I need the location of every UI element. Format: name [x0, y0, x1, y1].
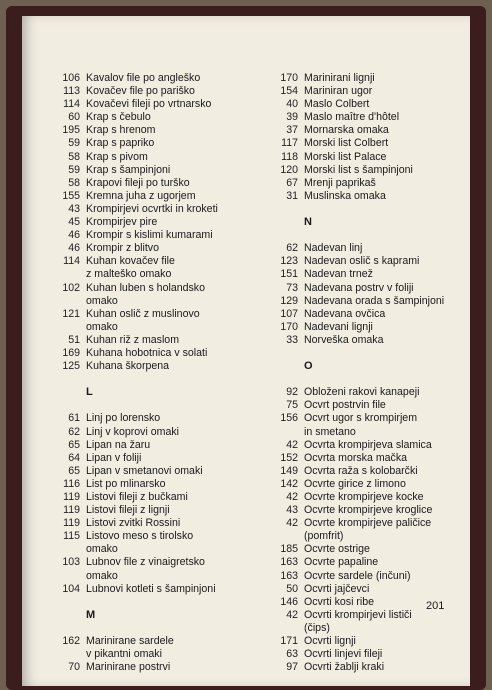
index-spacer — [54, 373, 280, 386]
index-recipe-name: Ocvrti jajčevci — [304, 582, 370, 595]
index-entry — [272, 190, 468, 203]
index-entry — [272, 570, 468, 583]
index-section-letter: L — [86, 386, 93, 399]
index-entry — [272, 648, 468, 661]
index-page-ref: 62 — [68, 425, 80, 438]
index-entry — [272, 452, 468, 465]
index-page-ref: 113 — [63, 85, 80, 98]
index-spacer — [272, 373, 468, 386]
index-recipe-name: omako — [86, 294, 118, 307]
index-page-ref: 119 — [63, 491, 80, 503]
index-entry — [54, 504, 280, 517]
index-recipe-name: Morski list Palace — [304, 150, 387, 163]
index-entry — [272, 635, 468, 648]
index-entry — [272, 439, 468, 452]
index-page-ref: 70 — [68, 661, 80, 674]
index-page-ref: 120 — [280, 163, 298, 176]
index-recipe-name: Linj v koprovi omaki — [86, 425, 180, 438]
index-recipe-name: Ocvrti lignji — [304, 635, 356, 648]
index-recipe-name: v pikantni omaki — [86, 648, 162, 661]
index-page-ref: 152 — [280, 451, 298, 464]
index-page-ref: 73 — [286, 281, 298, 294]
index-spacer — [272, 203, 468, 216]
index-entry — [54, 164, 280, 177]
index-recipe-name: Nadevan oslič s kaprami — [304, 255, 420, 268]
index-entry — [272, 426, 468, 439]
book-page — [22, 16, 470, 686]
index-recipe-name: Lubnov file z vinaigretsko — [86, 556, 205, 569]
index-entry — [54, 439, 280, 452]
index-page-ref: 62 — [286, 242, 298, 255]
index-page-ref: 103 — [62, 556, 80, 569]
index-page-ref: 46 — [68, 229, 80, 242]
index-column-left — [54, 72, 280, 674]
index-page-ref — [54, 570, 80, 583]
index-entry — [272, 242, 468, 255]
index-entry — [54, 530, 280, 543]
index-recipe-name: Krompirjev pire — [86, 216, 158, 229]
index-page-ref: 119 — [63, 517, 80, 530]
index-recipe-name: Listovo meso s tirolsko — [86, 530, 194, 543]
index-recipe-name: Nadevana postrv v foliji — [304, 281, 414, 294]
index-entry — [272, 504, 468, 517]
index-entry — [272, 164, 468, 177]
index-page-ref: 75 — [286, 399, 298, 412]
index-entry — [272, 412, 468, 425]
index-section-letter: N — [304, 216, 312, 229]
index-recipe-name: Lipan v smetanovi omaki — [86, 464, 203, 477]
index-recipe-name: Obloženi rakovi kanapeji — [304, 386, 420, 399]
index-entry — [54, 334, 280, 347]
index-entry — [54, 268, 280, 281]
index-page-ref: 114 — [63, 255, 80, 268]
index-page-ref: 102 — [62, 281, 80, 294]
index-page-ref: 169 — [62, 346, 80, 359]
index-page-ref: 42 — [286, 608, 298, 621]
index-entry — [272, 556, 468, 569]
index-recipe-name: Ocvrti žablji kraki — [304, 661, 385, 674]
index-entry — [54, 85, 280, 98]
index-page-ref: 39 — [286, 111, 298, 124]
index-recipe-name: Ocvrte ostrige — [304, 543, 370, 556]
index-recipe-name: Krap s šampinjoni — [86, 163, 171, 176]
index-recipe-name: z malteško omako — [86, 268, 172, 281]
index-recipe-name: Krap s pivom — [86, 150, 148, 163]
index-page-ref: 61 — [68, 412, 80, 425]
index-entry — [54, 203, 280, 216]
index-entry — [272, 151, 468, 164]
index-page-ref: 185 — [280, 543, 298, 556]
index-page-ref: 59 — [68, 137, 80, 150]
index-recipe-name: Ocvrti krompirjevi lističi — [304, 608, 412, 621]
index-recipe-name: Norveška omaka — [304, 333, 384, 346]
index-entry — [54, 517, 280, 530]
index-recipe-name: Ocvrta morska mačka — [304, 451, 408, 464]
index-page-ref: 154 — [280, 85, 298, 98]
index-entry — [54, 308, 280, 321]
index-entry — [272, 268, 468, 281]
index-column-right — [272, 72, 468, 674]
index-spacer — [272, 347, 468, 360]
index-entry — [272, 661, 468, 674]
index-page-ref: 149 — [280, 464, 298, 477]
index-page-ref: 64 — [68, 451, 80, 464]
index-recipe-name: Kuhan luben s holandsko — [86, 281, 205, 294]
index-recipe-name: omako — [86, 543, 118, 556]
index-page-ref: 170 — [280, 320, 298, 333]
index-recipe-name: Ocvrt ugor s krompirjem — [304, 412, 418, 425]
index-page-ref: 151 — [280, 268, 298, 281]
index-entry — [54, 478, 280, 491]
index-page-ref — [272, 426, 298, 439]
index-recipe-name: Nadevani lignji — [304, 320, 373, 333]
index-entry — [272, 98, 468, 111]
index-entry — [272, 583, 468, 596]
index-entry — [54, 137, 280, 150]
index-entry — [54, 98, 280, 111]
index-page-ref: 33 — [286, 333, 298, 346]
index-recipe-name: Kuhan oslič z muslinovo — [86, 307, 200, 320]
index-recipe-name: Kovačev file po pariško — [86, 85, 195, 98]
index-page-ref: 155 — [62, 189, 80, 202]
index-recipe-name: Ocvrte girice z limono — [304, 477, 406, 490]
index-entry — [54, 72, 280, 85]
index-recipe-name: Krap s čebulo — [86, 111, 151, 124]
index-page-ref: 156 — [280, 412, 298, 425]
index-recipe-name: Ocvrt postrvin file — [304, 399, 386, 412]
index-page-ref: 46 — [68, 242, 80, 255]
index-page-ref: 42 — [286, 438, 298, 451]
index-recipe-name: omako — [86, 320, 118, 333]
index-recipe-name: Kuhan kovačev file — [86, 255, 175, 268]
index-page-ref: 125 — [62, 360, 80, 373]
index-page-ref: 58 — [68, 176, 80, 189]
index-page-ref: 63 — [286, 648, 298, 661]
index-entry — [272, 137, 468, 150]
index-page-ref: 50 — [286, 582, 298, 595]
index-recipe-name: omako — [86, 569, 118, 582]
index-entry — [272, 386, 468, 399]
index-recipe-name: Morski list Colbert — [304, 137, 389, 150]
index-entry — [54, 491, 280, 504]
index-page-ref: 65 — [68, 464, 80, 477]
index-entry — [54, 321, 280, 334]
index-page-ref — [54, 648, 80, 661]
index-entry — [54, 177, 280, 190]
index-page-ref: 121 — [62, 307, 80, 320]
index-page-ref — [272, 530, 298, 543]
index-page-ref: 129 — [280, 294, 298, 307]
index-page-ref: 37 — [286, 124, 298, 137]
index-entry — [54, 452, 280, 465]
index-entry — [272, 478, 468, 491]
index-entry — [54, 412, 280, 425]
index-recipe-name: Ocvrta krompirjeva slamica — [304, 438, 432, 451]
index-page-ref: 119 — [63, 504, 80, 517]
index-recipe-name: Nadevan trnež — [304, 268, 373, 281]
index-entry — [54, 190, 280, 203]
index-recipe-name: Muslinska omaka — [304, 189, 386, 202]
index-page-ref: 92 — [286, 386, 298, 399]
index-recipe-name: Ocvrte krompirjeve kocke — [304, 491, 424, 503]
index-entry — [272, 465, 468, 478]
index-page-ref: 40 — [286, 98, 298, 111]
index-recipe-name: Kuhana hobotnica v solati — [86, 346, 208, 359]
index-recipe-name: Krap s papriko — [86, 137, 155, 150]
index-recipe-name: Kremna juha z ugorjem — [86, 189, 196, 202]
index-page-ref: 107 — [280, 307, 298, 320]
index-recipe-name: Kuhana škorpena — [86, 360, 170, 373]
index-entry — [54, 543, 280, 556]
index-recipe-name: Nadevana ovčica — [304, 307, 386, 320]
index-recipe-name: Ocvrte papaline — [304, 556, 379, 569]
index-page-ref — [54, 295, 80, 308]
index-entry — [54, 347, 280, 360]
index-entry — [54, 242, 280, 255]
index-page-ref: 43 — [286, 504, 298, 517]
index-recipe-name: Ocvrte krompirjeve kroglice — [304, 504, 433, 517]
index-entry — [272, 282, 468, 295]
index-page-ref: 116 — [63, 477, 80, 490]
index-section-letter: O — [304, 360, 313, 373]
index-entry — [54, 570, 280, 583]
index-entry — [54, 583, 280, 596]
index-page-ref: 118 — [281, 150, 298, 163]
index-recipe-name: Lipan na žaru — [86, 438, 151, 451]
index-entry — [54, 635, 280, 648]
index-recipe-name: in smetano — [304, 425, 356, 438]
index-recipe-name: Linj po lorensko — [86, 412, 161, 425]
index-entry — [272, 255, 468, 268]
index-spacer — [54, 399, 280, 412]
index-recipe-name: Lipan v foliji — [86, 451, 142, 464]
index-entry — [272, 124, 468, 137]
index-recipe-name: Krap s hrenom — [86, 124, 156, 137]
index-recipe-name: Maslo maître d'hôtel — [304, 111, 400, 124]
index-page-ref: 65 — [68, 438, 80, 451]
index-entry — [272, 334, 468, 347]
index-entry — [54, 360, 280, 373]
index-page-ref: 163 — [280, 569, 298, 582]
index-page-ref: 117 — [281, 137, 298, 150]
index-page-ref: 146 — [280, 595, 298, 608]
index-recipe-name: Mrenji paprikaš — [304, 176, 376, 189]
index-section-letter: M — [86, 608, 96, 621]
index-entry — [272, 399, 468, 412]
index-page-ref: 42 — [286, 491, 298, 503]
index-recipe-name: Kuhan riž z maslom — [86, 333, 180, 346]
index-page-ref — [54, 543, 80, 556]
index-page-ref: 142 — [280, 477, 298, 490]
index-page-ref: 114 — [63, 98, 80, 111]
index-entry — [54, 295, 280, 308]
index-recipe-name: Ocvrti kosi ribe — [304, 595, 375, 608]
index-recipe-name: Morski list s šampinjoni — [304, 163, 413, 176]
index-page-ref: 60 — [68, 111, 80, 124]
index-page-ref: 162 — [62, 635, 80, 648]
index-recipe-name: Ocvrte krompirjeve paličice — [304, 517, 432, 530]
index-recipe-name: Krapovi fileji po turško — [86, 176, 190, 189]
index-recipe-name: (pomfrit) — [304, 530, 344, 543]
index-page-ref: 123 — [280, 255, 298, 268]
index-recipe-name: Maslo Colbert — [304, 98, 370, 111]
index-page-ref — [54, 268, 80, 281]
index-page-ref — [54, 321, 80, 334]
index-recipe-name: Krompir s kislimi kumarami — [86, 229, 213, 242]
index-recipe-name: Ocvrti linjevi fileji — [304, 648, 383, 661]
index-entry — [272, 177, 468, 190]
index-entry — [54, 426, 280, 439]
index-recipe-name: Marinirani lignji — [304, 72, 375, 84]
index-entry — [272, 111, 468, 124]
index-entry — [272, 491, 468, 504]
index-recipe-name: Listovi zvitki Rossini — [86, 517, 181, 530]
index-recipe-name: Lubnovi kotleti s šampinjoni — [86, 582, 216, 595]
index-recipe-name: Ocvrta raža s kolobarčki — [304, 464, 418, 477]
index-entry — [54, 216, 280, 229]
index-entry — [272, 543, 468, 556]
index-recipe-name: Kavalov file po angleško — [86, 72, 201, 84]
index-entry — [272, 308, 468, 321]
index-page-ref: 59 — [68, 163, 80, 176]
index-page-ref: 170 — [280, 72, 298, 84]
index-page-ref: 42 — [286, 517, 298, 530]
index-recipe-name: (čips) — [304, 621, 330, 634]
index-page-ref: 171 — [280, 635, 298, 648]
index-spacer — [54, 622, 280, 635]
index-recipe-name: Marinirane postrvi — [86, 661, 171, 674]
index-recipe-name: Nadevan linj — [304, 242, 363, 255]
index-page-ref: 67 — [286, 176, 298, 189]
index-entry — [272, 622, 468, 635]
index-page-ref: 58 — [68, 150, 80, 163]
index-entry — [272, 530, 468, 543]
index-entry — [54, 124, 280, 137]
index-recipe-name: Krompirjevi ocvrtki in kroketi — [86, 202, 218, 215]
index-recipe-name: Kovačevi fileji po vrtnarsko — [86, 98, 212, 111]
index-recipe-name: Listovi fileji z lignji — [86, 504, 170, 517]
index-recipe-name: Nadevana orada s šampinjoni — [304, 294, 445, 307]
index-entry — [272, 321, 468, 334]
index-entry — [54, 556, 280, 569]
index-entry — [54, 151, 280, 164]
index-entry — [54, 661, 280, 674]
index-entry — [54, 648, 280, 661]
index-recipe-name: Mornarska omaka — [304, 124, 389, 137]
index-entry — [272, 295, 468, 308]
index-entry — [54, 282, 280, 295]
index-entry — [272, 517, 468, 530]
index-recipe-name: Krompir z blitvo — [86, 242, 159, 255]
index-page-ref — [272, 622, 298, 635]
index-entry — [54, 229, 280, 242]
page-number: 201 — [426, 600, 445, 612]
index-recipe-name: Listovi fileji z bučkami — [86, 491, 188, 503]
index-page-ref: 163 — [280, 556, 298, 569]
index-page-ref: 97 — [286, 661, 298, 674]
index-recipe-name: List po mlinarsko — [86, 477, 166, 490]
index-page-ref: 195 — [62, 124, 80, 137]
index-page-ref: 104 — [62, 582, 80, 595]
index-recipe-name: Ocvrte sardele (inčuni) — [304, 569, 411, 582]
index-entry — [272, 72, 468, 85]
index-page-ref: 31 — [286, 189, 298, 202]
index-spacer — [272, 229, 468, 242]
index-entry — [54, 111, 280, 124]
index-page-ref: 115 — [63, 530, 80, 543]
index-entry — [54, 465, 280, 478]
index-entry — [272, 85, 468, 98]
index-spacer — [54, 596, 280, 609]
index-entry — [54, 255, 280, 268]
index-page-ref: 106 — [62, 72, 80, 84]
index-page-ref: 45 — [68, 216, 80, 229]
index-recipe-name: Mariniran ugor — [304, 85, 373, 98]
index-recipe-name: Marinirane sardele — [86, 635, 174, 648]
index-page-ref: 51 — [68, 333, 80, 346]
index-page-ref: 43 — [68, 202, 80, 215]
